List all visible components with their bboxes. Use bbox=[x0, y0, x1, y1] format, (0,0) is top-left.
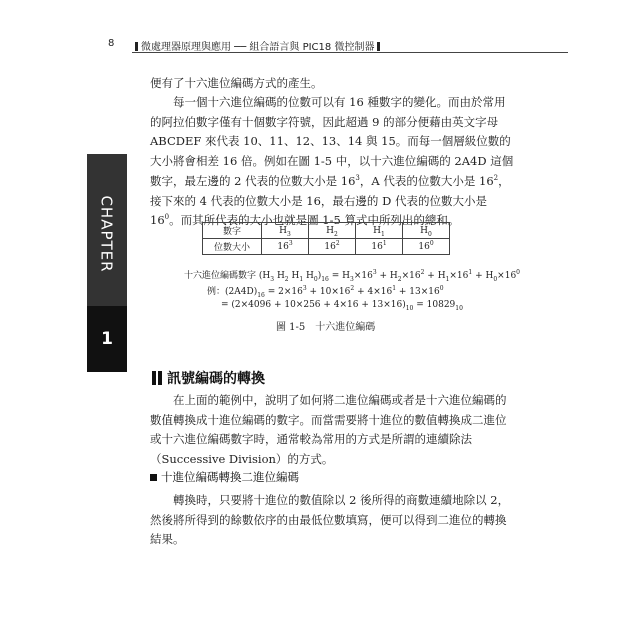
table-cell: $H_1$ bbox=[356, 223, 403, 239]
chapter-word-box bbox=[87, 154, 127, 314]
bar-mark-icon bbox=[135, 42, 138, 51]
figure-caption: 圖 1-5 十六進位編碼 bbox=[276, 322, 376, 333]
equation-general: 十六進位編碼數字 ($H_3$ $H_2$ $H_1$ $H_0)_{16} = H_3\times 16^3 + H_2\times 16^2 + H_1\times 16^1 + H_0\times 16^0$ bbox=[184, 269, 520, 283]
paragraph-conversion-text: 在上面的範例中，說明了如何將二進位編碼或者是十六進位編碼的數值轉換成十進位編碼的數字。而當需要將十進位的數值轉換成二進位或十六進位編碼數字時，通常較為常用的方式是所謂的連續除法（Successive Division）的方式。 bbox=[150, 393, 507, 467]
page-header bbox=[108, 38, 568, 52]
table-row-header: 數字 bbox=[203, 223, 262, 239]
hex-place-value-table bbox=[202, 222, 450, 255]
bar-mark-icon bbox=[377, 42, 380, 51]
exponent: 3 bbox=[355, 173, 360, 182]
paragraph-conversion bbox=[150, 391, 514, 470]
paragraph-intro: 便有了十六進位編碼方式的產生。 bbox=[150, 76, 323, 90]
page-number: 8 bbox=[108, 38, 115, 49]
paragraph-hex-part-d: 。而其所代表的大小也就是圖 1-5 算式中所列出的總和。 bbox=[169, 213, 460, 228]
table-cell: $16^2$ bbox=[309, 239, 356, 255]
paragraph-hex-part-a: 每一個十六進位編碼的位數可以有 16 種數字的變化。而由於常用的阿拉伯數字僅有十個數字符號，因此超過 9 的部分便藉由英文字母 ABCDEF 來代表 10、11、12、13、14 與 15。而每一個層級位數的大小將會相差 16 倍。例如在圖 1-5 中，以十六進位編碼的 2A4D 這個數字，最左邊的 2 代表的位數大小是 16 bbox=[150, 95, 514, 188]
section-heading bbox=[152, 368, 265, 388]
running-head-text: 微處理器原理與應用 ── 組合語言與 PIC18 微控制器 bbox=[141, 42, 375, 53]
table-cell: $H_0$ bbox=[403, 223, 450, 239]
exponent: 2 bbox=[493, 173, 499, 182]
heading-bar-icon bbox=[158, 371, 162, 385]
table-row bbox=[203, 223, 450, 239]
table-cell: $H_3$ bbox=[262, 223, 309, 239]
paragraph-method bbox=[150, 491, 514, 550]
sub-heading-text: 十進位編碼轉換二進位編碼 bbox=[161, 470, 299, 484]
table-row bbox=[203, 239, 450, 255]
chapter-number: 1 bbox=[101, 329, 113, 349]
table-cell: $16^0$ bbox=[403, 239, 450, 255]
exponent: 0 bbox=[164, 213, 170, 222]
chapter-word: CHAPTER bbox=[98, 195, 116, 273]
paragraph-hex-part-b: ，A 代表的位數大小是 16 bbox=[359, 173, 494, 188]
heading-bar-icon bbox=[152, 371, 156, 385]
equation-example: 例：$(2A4D)_{16} = 2\times 16^3 + 10\times 16^2 + 4\times 16^1 + 13\times 16^0$ bbox=[207, 285, 444, 299]
square-bullet-icon bbox=[150, 474, 157, 481]
equation-result: = $(2\times 4096 + 10\times 256 + 4\times 16 + 13\times 16)_{10} = 10829_{10}$ bbox=[221, 300, 463, 312]
table-cell: $16^1$ bbox=[356, 239, 403, 255]
paragraph-method-text: 轉換時，只要將十進位的數值除以 2 後所得的商數連續地除以 2，然後將所得到的餘數依序的由最低位數填寫，便可以得到二進位的轉換結果。 bbox=[150, 493, 510, 547]
chapter-side-tab bbox=[87, 154, 127, 372]
section-title: 訊號編碼的轉換 bbox=[167, 371, 265, 387]
running-head bbox=[132, 38, 383, 53]
sub-heading bbox=[150, 469, 299, 485]
paragraph-hex-digits bbox=[150, 93, 514, 231]
table-row-header: 位數大小 bbox=[203, 239, 262, 255]
table-cell: $16^3$ bbox=[262, 239, 309, 255]
paragraph-hex-part-c: ，接下來的 4 代表的位數大小是 16，最右邊的 D 代表的位數大小是 16 bbox=[150, 173, 510, 228]
chapter-number-box bbox=[87, 306, 127, 372]
header-rule bbox=[132, 52, 568, 53]
table-cell: $H_2$ bbox=[309, 223, 356, 239]
